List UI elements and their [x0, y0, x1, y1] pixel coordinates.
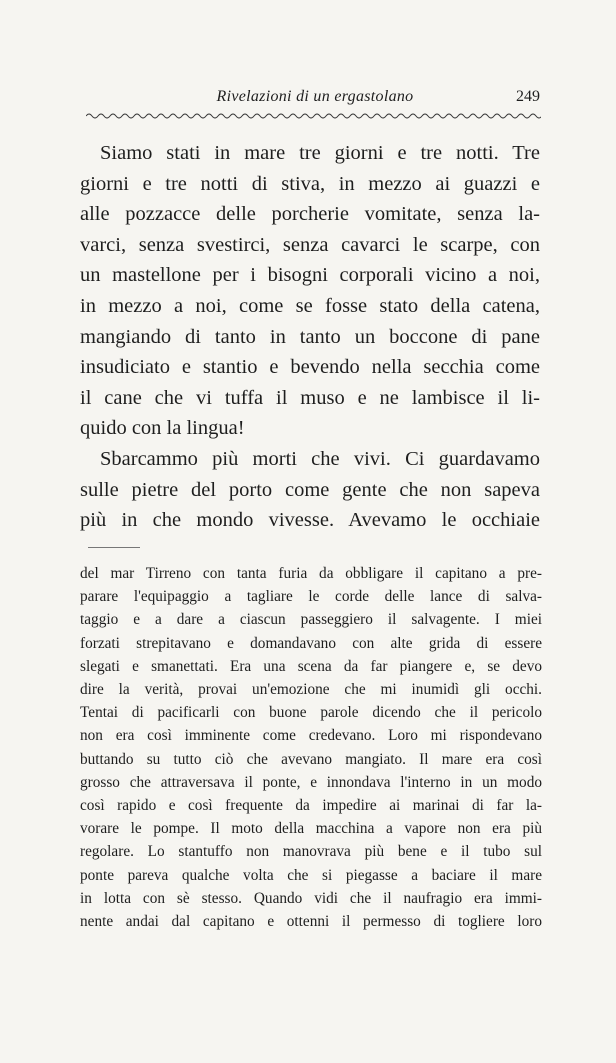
footnote-line: non era così imminente come credevano. Loro mi rispondevano [80, 727, 542, 745]
text-line: sulle pietre del porto come gente che non sapeva [80, 478, 540, 501]
footnote-line: così rapido e così frequente da impedire ai marinai di far la- [80, 797, 542, 815]
footnote-line: ponte pareva qualche volta che si piegasse a baciare il mare [80, 866, 542, 884]
footnote-line: in lotta con sè stesso. Quando vidi che il naufragio era immi- [80, 889, 542, 907]
text-line: in mezzo a noi, come se fosse stato della catena, [80, 294, 540, 317]
footnote-line: buttando su tutto ciò che avevano mangiato. Il mare era così [80, 750, 542, 768]
running-header [80, 88, 550, 112]
main-text [80, 138, 540, 536]
running-title: Rivelazioni di un ergastolano [216, 88, 414, 105]
text-line: giorni e tre notti di stiva, in mezzo ai guazzi e [80, 172, 540, 195]
text-line: varci, senza svestirci, senza cavarci le scarpe, con [80, 233, 540, 256]
footnote-line: regolare. Lo stantuffo non manovrava più bene e il tubo sul [80, 843, 542, 861]
text-line: quido con la lingua! [80, 417, 245, 440]
footnote-rule [88, 547, 140, 548]
footnote-line: parare l'equipaggio a tagliare le corde delle lance di salva- [80, 588, 542, 606]
text-line: il cane che vi tuffa il muso e ne lambisce il li- [80, 386, 540, 409]
paragraph-2 [80, 444, 540, 536]
footnote-line: forzati strepitavano e domandavano con alte grida di essere [80, 634, 542, 652]
footnote-line: grosso che attraversava il ponte, e innondava l'interno in un modo [80, 773, 542, 791]
footnote [80, 562, 542, 933]
footnote-line: nente andai dal capitano e ottenni il permesso di togliere loro [80, 913, 542, 931]
footnote-line: Tentai di pacificarli con buone parole dicendo che il pericolo [80, 704, 542, 722]
text-line: Siamo stati in mare tre giorni e tre notti. Tre [100, 142, 540, 164]
wavy-ornament-rule [86, 111, 541, 121]
text-line: più in che mondo vivesse. Avevamo le occhiaie [80, 509, 540, 532]
footnote-line: taggio e a dare a ciascun passeggiero il salvagente. I miei [80, 611, 542, 629]
text-line: un mastellone per i bisogni corporali vicino a noi, [80, 264, 540, 287]
footnote-line: vorare le pompe. Il moto della macchina a vapore non era più [80, 820, 542, 838]
page-number: 249 [516, 88, 540, 105]
text-line: Sbarcammo più morti che vivi. Ci guardavamo [100, 447, 540, 470]
paragraph-1 [80, 138, 540, 444]
footnote-line: del mar Tirreno con tanta furia da obbligare il capitano a pre- [80, 565, 542, 582]
text-line: mangiando di tanto in tanto un boccone di pane [80, 325, 540, 348]
text-line: alle pozzacce delle porcherie vomitate, senza la- [80, 203, 540, 226]
text-line: insudiciato e stantio e bevendo nella secchia come [80, 356, 540, 379]
footnote-line: dire la verità, provai un'emozione che mi inumidì gli occhi. [80, 681, 542, 699]
footnote-line: slegati e smanettati. Era una scena da far piangere e, se devo [80, 657, 542, 675]
